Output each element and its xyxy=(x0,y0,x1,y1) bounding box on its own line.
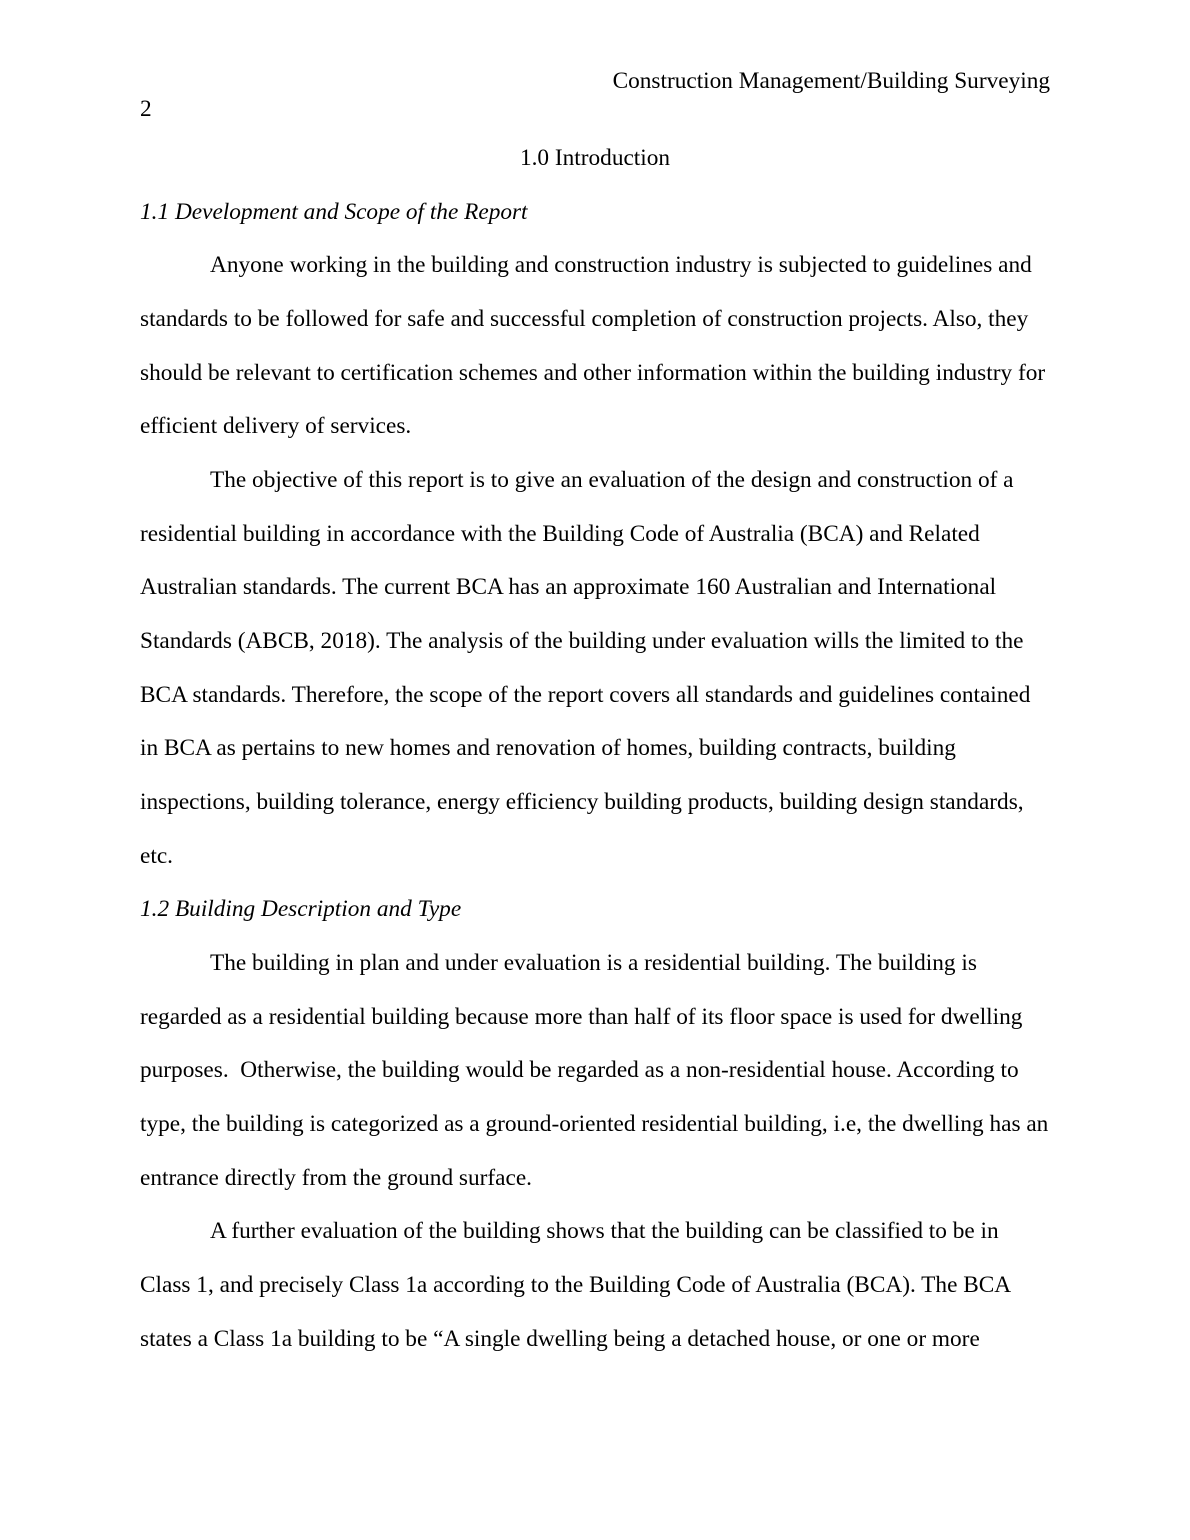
paragraph-line: should be relevant to certification schemes and other information within the building industry for xyxy=(140,359,1046,386)
paragraph-line: Anyone working in the building and construction industry is subjected to guidelines and xyxy=(210,252,1032,279)
paragraph-line: in BCA as pertains to new homes and renovation of homes, building contracts, building xyxy=(140,735,956,762)
paragraph xyxy=(140,1205,1050,1366)
paragraph-line: A further evaluation of the building shows that the building can be classified to be in xyxy=(210,1218,999,1245)
paragraph-line: standards to be followed for safe and successful completion of construction projects. Also, they xyxy=(140,306,1029,333)
paragraph-line: Class 1, and precisely Class 1a according to the Building Code of Australia (BCA). The BCA xyxy=(140,1272,1012,1299)
paragraph-line: efficient delivery of services. xyxy=(140,413,412,440)
paragraph-line: entrance directly from the ground surface. xyxy=(140,1164,532,1191)
paragraph-line: type, the building is categorized as a ground-oriented residential building, i.e, the dwelling has an xyxy=(140,1111,1049,1138)
paragraph-line: purposes. Otherwise, the building would be regarded as a non-residential house. According to xyxy=(140,1057,1019,1084)
page-header xyxy=(0,0,1190,123)
paragraph-line: inspections, building tolerance, energy efficiency building products, building design standards, xyxy=(140,789,1024,816)
paragraph-line: residential building in accordance with the Building Code of Australia (BCA) and Related xyxy=(140,520,980,547)
paragraph-line: Standards (ABCB, 2018). The analysis of the building under evaluation wills the limited to the xyxy=(140,628,1024,655)
section-heading-1-1: 1.1 Development and Scope of the Report xyxy=(140,198,528,225)
paragraph-line: Australian standards. The current BCA has an approximate 160 Australian and International xyxy=(140,574,997,601)
running-head: Construction Management/Building Surveying xyxy=(612,68,1050,94)
paragraph-line: The building in plan and under evaluation is a residential building. The building is xyxy=(210,950,977,977)
paragraph-line: The objective of this report is to give an evaluation of the design and construction of a xyxy=(210,467,1014,494)
paragraph-line: states a Class 1a building to be “A single dwelling being a detached house, or one or more xyxy=(140,1325,980,1352)
page-number: 2 xyxy=(140,96,152,122)
paragraph-line: etc. xyxy=(140,842,173,869)
paragraph xyxy=(140,454,1050,883)
paragraph xyxy=(140,937,1050,1205)
document-body xyxy=(0,132,1190,1366)
document-title: 1.0 Introduction xyxy=(519,145,671,171)
section-heading-1-2: 1.2 Building Description and Type xyxy=(140,896,462,923)
paragraph xyxy=(140,239,1050,454)
paragraph-line: BCA standards. Therefore, the scope of the report covers all standards and guidelines contained xyxy=(140,681,1031,708)
paragraph-line: regarded as a residential building because more than half of its floor space is used for dwelling xyxy=(140,1003,1023,1030)
